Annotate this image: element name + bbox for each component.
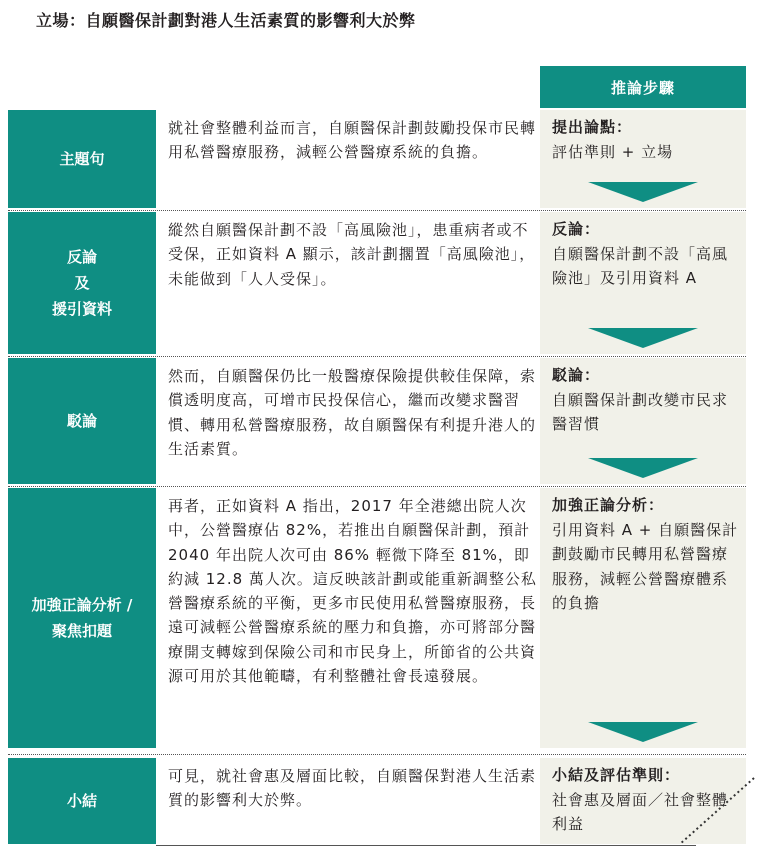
down-arrow-icon (588, 722, 698, 742)
step-text: 引用資料 A + 自願醫保計劃鼓勵市民轉用私營醫療服務，減輕公營醫療體系的負擔 (552, 521, 739, 612)
row-topic-sentence (8, 110, 746, 208)
row-content: 再者，正如資料 A 指出，2017 年全港總出院人次中，公營醫療佔 82%，若推出自願醫保計劃，預計 2040 年出院人次可由 86% 輕微下降至 81%，即約減 12.8 萬人次。這反映該計劃或能重新調整公私營醫療系統的平衡，更多市民使用私營醫療服務，長遠可減輕公營醫療系統的壓力和負擔，亦可將部分醫療開支轉嫁到保險公司和市民身上，所節省的公共資源可用於其他範疇，有利整體社會長遠發展。 (168, 497, 537, 686)
page-title: 立場：自願醫保計劃對港人生活素質的影響利大於弊 (36, 11, 416, 30)
step-title: 反論： (552, 220, 601, 238)
row-label: 加強正論分析 / 聚焦扣題 (8, 488, 156, 748)
step-title: 提出論點： (552, 118, 633, 136)
row-counterargument (8, 212, 746, 354)
row-strengthen-argument (8, 488, 746, 748)
step-text: 社會惠及層面／社會整體利益 (552, 791, 729, 834)
step-text: 評估準則 + 立場 (552, 143, 674, 161)
down-arrow-icon (588, 328, 698, 348)
row-content: 然而，自願醫保仍比一般醫療保險提供較佳保障，索償透明度高，可增市民投保信心，繼而改變求醫習慣、轉用私營醫療服務，故自願醫保有利提升港人的生活素質。 (168, 367, 537, 458)
step-title: 加強正論分析： (552, 496, 665, 514)
row-divider (8, 356, 746, 357)
reasoning-step (540, 212, 746, 354)
row-rebuttal (8, 358, 746, 484)
row-divider (8, 486, 746, 487)
down-arrow-icon (588, 458, 698, 478)
row-label: 主題句 (8, 110, 156, 208)
reasoning-step (540, 110, 746, 208)
row-content: 就社會整體利益而言，自願醫保計劃鼓勵投保市民轉用私營醫療服務，減輕公營醫療系統的負擔。 (168, 119, 537, 162)
row-label: 駁論 (8, 358, 156, 484)
bottom-rule (156, 845, 696, 846)
row-content: 可見，就社會惠及層面比較，自願醫保對港人生活素質的影響利大於弊。 (168, 767, 537, 810)
step-title: 駁論： (552, 366, 601, 384)
row-label: 小結 (8, 758, 156, 844)
row-content: 縱然自願醫保計劃不設「高風險池」，患重病者或不受保，正如資料 A 顯示，該計劃擱置「高風險池」，未能做到「人人受保」。 (168, 221, 536, 288)
row-divider (8, 210, 746, 211)
step-text: 自願醫保計劃改變市民求醫習慣 (552, 391, 729, 434)
reasoning-step (540, 488, 746, 748)
down-arrow-icon (588, 182, 698, 202)
page-curl-icon (676, 776, 756, 846)
step-text: 自願醫保計劃不設「高風險池」及引用資料 A (552, 245, 729, 288)
row-summary (8, 758, 746, 844)
step-title: 小結及評估準則： (552, 766, 681, 784)
row-label: 反論 及 援引資料 (8, 212, 156, 354)
reasoning-steps-header: 推論步驟 (540, 66, 746, 108)
reasoning-step (540, 358, 746, 484)
row-divider (8, 754, 746, 755)
